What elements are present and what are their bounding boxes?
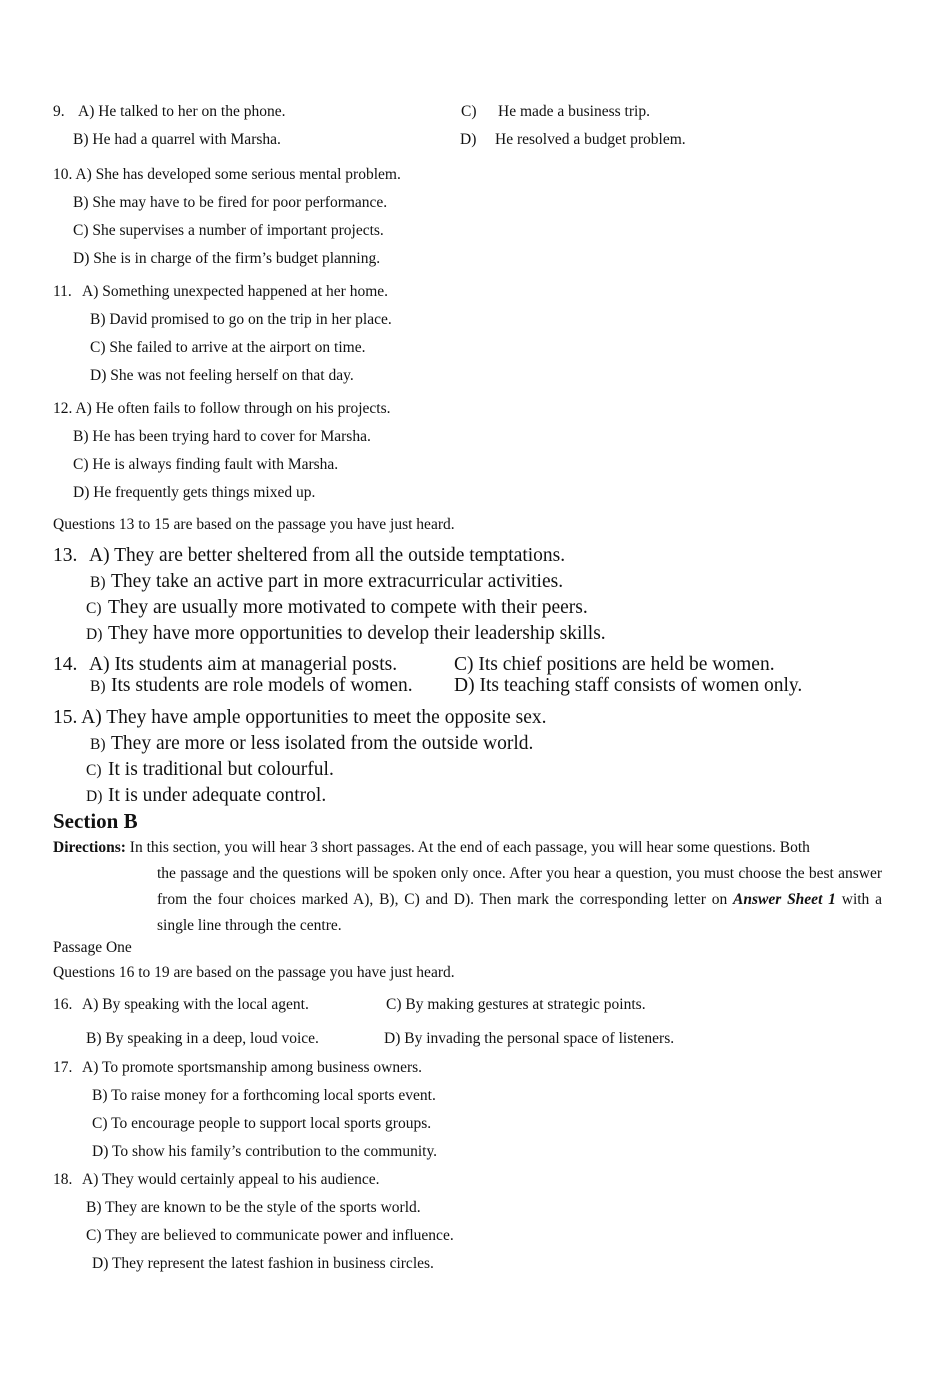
questions-16-19-intro: Questions 16 to 19 are based on the passage you have just heard.: [53, 964, 455, 981]
q15-option-b: They are more or less isolated from the outside world.: [111, 733, 534, 754]
section-b-title: Section B: [53, 809, 138, 833]
q11-option-b: B) David promised to go on the trip in her place.: [90, 311, 392, 328]
q16-option-c: C) By making gestures at strategic points.: [386, 996, 646, 1013]
passage-one-label: Passage One: [53, 939, 132, 956]
q17-option-d: D) To show his family’s contribution to the community.: [92, 1143, 438, 1160]
q11-number: 11.: [53, 283, 72, 300]
section-b-directions: [53, 835, 882, 939]
q13-option-a: A) They are better sheltered from all the outside temptations.: [89, 545, 566, 566]
q13-option-b: They take an active part in more extracurricular activities.: [111, 571, 564, 592]
q9-option-d: He resolved a budget problem.: [495, 131, 686, 148]
q14-option-a: A) Its students aim at managerial posts.: [89, 654, 398, 675]
q17-option-b: B) To raise money for a forthcoming local sports event.: [92, 1087, 436, 1104]
directions-tail: with a single line through the centre.: [157, 891, 882, 934]
q12-option-a: 12. A) He often fails to follow through on his projects.: [53, 400, 391, 417]
q15-option-a: 15. A) They have ample opportunities to meet the opposite sex.: [53, 707, 547, 728]
q14-option-c: C) Its chief positions are held be women.: [454, 654, 775, 675]
q16-option-a: A) By speaking with the local agent.: [82, 996, 309, 1013]
q9-option-b: B) He had a quarrel with Marsha.: [73, 131, 281, 148]
q18-option-d: D) They represent the latest fashion in business circles.: [92, 1255, 434, 1272]
q11-option-c: C) She failed to arrive at the airport on time.: [90, 339, 366, 356]
q15-option-c-letter: C): [86, 762, 102, 779]
q15-option-c: It is traditional but colourful.: [108, 759, 334, 780]
q16-option-b: B) By speaking in a deep, loud voice.: [86, 1030, 319, 1047]
q17-option-c: C) To encourage people to support local sports groups.: [92, 1115, 432, 1132]
q18-option-a: A) They would certainly appeal to his audience.: [82, 1171, 380, 1188]
q16-number: 16.: [53, 996, 73, 1013]
q17-option-a: A) To promote sportsmanship among business owners.: [82, 1059, 423, 1076]
q9-option-c: He made a business trip.: [498, 103, 650, 120]
q9-option-d-letter: D): [460, 131, 477, 148]
directions-first-line: In this section, you will hear 3 short passages. At the end of each passage, you will hear some questions. Both: [129, 839, 810, 856]
q15-option-d: It is under adequate control.: [108, 785, 327, 806]
q9-option-c-letter: C): [461, 103, 477, 120]
directions-body: the passage and the questions will be spoken only once. After you hear a question, you must choose the best answer from the four choices marked A), B), C) and D). Then mark the corresponding letter on: [157, 865, 882, 908]
q18-option-c: C) They are believed to communicate power and influence.: [86, 1227, 454, 1244]
q18-number: 18.: [53, 1171, 73, 1188]
q11-option-a: A) Something unexpected happened at her home.: [82, 283, 389, 300]
q15-option-b-letter: B): [90, 736, 106, 753]
q12-option-c: C) He is always finding fault with Marsha.: [73, 456, 339, 473]
q10-option-c: C) She supervises a number of important projects.: [73, 222, 384, 239]
q12-option-d: D) He frequently gets things mixed up.: [73, 484, 316, 501]
answer-sheet-label: Answer Sheet 1: [733, 891, 836, 908]
q17-number: 17.: [53, 1059, 73, 1076]
q16-option-d: D) By invading the personal space of listeners.: [384, 1030, 675, 1047]
q14-option-b: Its students are role models of women.: [111, 675, 413, 696]
q13-number: 13.: [53, 545, 78, 566]
q9-option-a: A) He talked to her on the phone.: [78, 103, 286, 120]
questions-13-15-intro: Questions 13 to 15 are based on the passage you have just heard.: [53, 516, 455, 533]
q14-option-d: D) Its teaching staff consists of women only.: [454, 675, 803, 696]
q12-option-b: B) He has been trying hard to cover for Marsha.: [73, 428, 371, 445]
q13-option-c: They are usually more motivated to compete with their peers.: [108, 597, 588, 618]
q13-option-c-letter: C): [86, 600, 102, 617]
q14-option-b-letter: B): [90, 678, 106, 695]
directions-label: Directions:: [53, 839, 126, 856]
q10-option-b: B) She may have to be fired for poor performance.: [73, 194, 388, 211]
q11-option-d: D) She was not feeling herself on that day.: [90, 367, 354, 384]
q9-number: 9.: [53, 103, 65, 120]
q13-option-b-letter: B): [90, 574, 106, 591]
q10-option-a: 10. A) She has developed some serious mental problem.: [53, 166, 401, 183]
q15-option-d-letter: D): [86, 788, 103, 805]
q18-option-b: B) They are known to be the style of the sports world.: [86, 1199, 421, 1216]
q13-option-d: They have more opportunities to develop their leadership skills.: [108, 623, 606, 644]
q13-option-d-letter: D): [86, 626, 103, 643]
q14-number: 14.: [53, 654, 78, 675]
q10-option-d: D) She is in charge of the firm’s budget planning.: [73, 250, 381, 267]
